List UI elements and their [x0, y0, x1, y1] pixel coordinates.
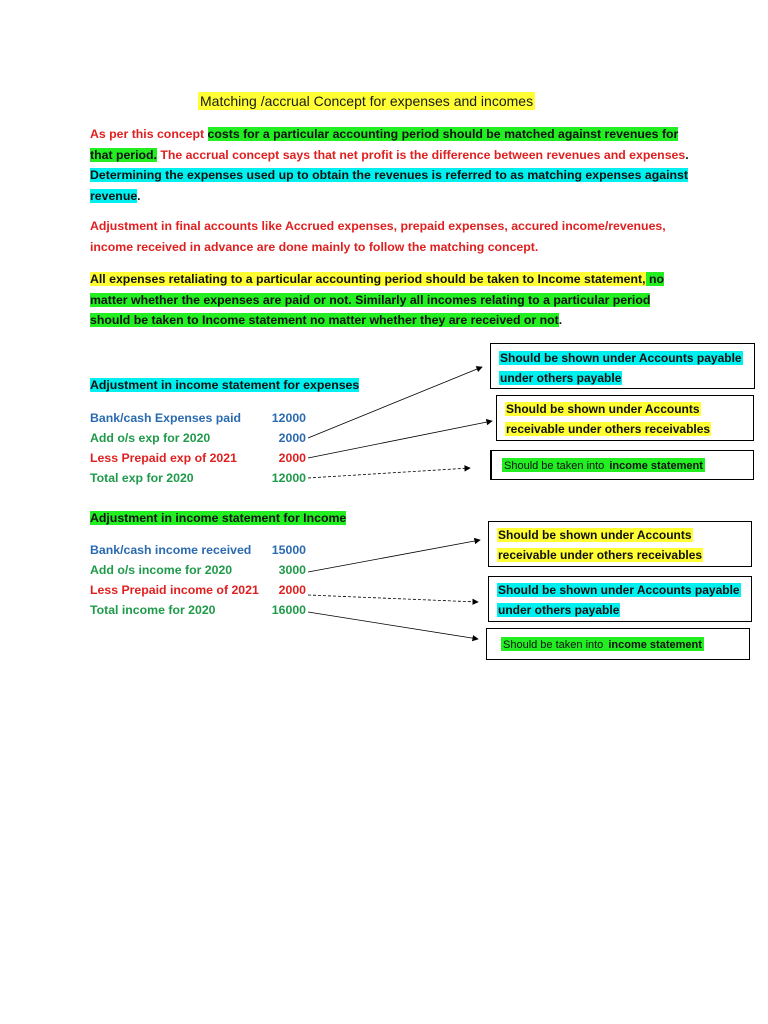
income-row-label: Add o/s income for 2020 — [90, 563, 233, 577]
income-heading-text: Adjustment in income statement for Income — [90, 511, 347, 525]
para1-accrual: The accrual concept says that net profit is the difference between revenues and expenses — [156, 147, 686, 162]
box-line: receivable under others receivables — [506, 422, 711, 436]
para1-period-2: . — [137, 188, 141, 203]
expense-row-value: 2000 — [278, 431, 306, 445]
arrow-outstanding-exp — [308, 367, 482, 438]
expenses-heading-text: Adjustment in income statement for expenses — [90, 378, 360, 392]
box-line-bold: income statement — [608, 639, 702, 651]
box-line-bold: income statement — [609, 460, 703, 472]
box-line: Should be shown under Accounts payable — [498, 583, 740, 597]
income-row-label: Less Prepaid income of 2021 — [90, 583, 259, 597]
income-row-label: Total income for 2020 — [90, 603, 216, 617]
para3-highlight-yellow: All expenses retaliating to a particular accounting period should be taken to Income statement, — [90, 272, 646, 286]
expense-row-label: Total exp for 2020 — [90, 471, 194, 485]
arrow-total-exp — [308, 468, 470, 478]
income-row-value: 3000 — [278, 563, 306, 577]
para1-period: . — [685, 147, 689, 162]
box-line: Should be taken into — [503, 639, 607, 651]
expense-row-label: Add o/s exp for 2020 — [90, 431, 211, 445]
income-row-value: 15000 — [271, 543, 306, 557]
box-line: Should be shown under Accounts — [498, 528, 692, 542]
arrow-total-inc — [308, 612, 478, 639]
expense-row-label: Less Prepaid exp of 2021 — [90, 451, 237, 465]
box-line: Should be taken into — [504, 460, 608, 472]
income-row-value: 2000 — [278, 583, 306, 597]
para1-highlight-green: costs for a particular accounting period should be matched against revenues for that period. — [90, 127, 679, 162]
expense-row-value: 12000 — [271, 411, 306, 425]
box-line: under others payable — [500, 371, 622, 385]
page-title: Matching /accrual Concept for expenses and incomes — [200, 93, 534, 109]
income-row-label: Bank/cash income received — [90, 543, 252, 557]
box-line: Should be shown under Accounts — [506, 402, 700, 416]
income-row-value: 16000 — [271, 603, 306, 617]
para1-intro: As per this concept — [90, 127, 208, 141]
paragraph-adjustments: Adjustment in final accounts like Accrued expenses, prepaid expenses, accured income/revenues, income received in advance are done mainly to follow the matching concept. — [90, 219, 666, 254]
para3-highlight-green: no matter whether the expenses are paid or not. Similarly all incomes relating to a particular period should be taken to Income statement no matter whether they are received or not — [90, 272, 664, 327]
expense-row-label: Bank/cash Expenses paid — [90, 411, 242, 425]
box-line: under others payable — [498, 603, 620, 617]
expense-row-value: 12000 — [271, 471, 306, 485]
expense-row-value: 2000 — [278, 451, 306, 465]
box-line: receivable under others receivables — [498, 548, 703, 562]
para1-highlight-cyan: Determining the expenses used up to obtain the revenues is referred to as matching expenses against revenue — [90, 168, 688, 203]
arrow-outstanding-inc — [308, 540, 480, 572]
para3-period: . — [558, 313, 563, 327]
box-line: Should be shown under Accounts payable — [500, 351, 742, 365]
arrow-prepaid-inc — [308, 595, 478, 602]
